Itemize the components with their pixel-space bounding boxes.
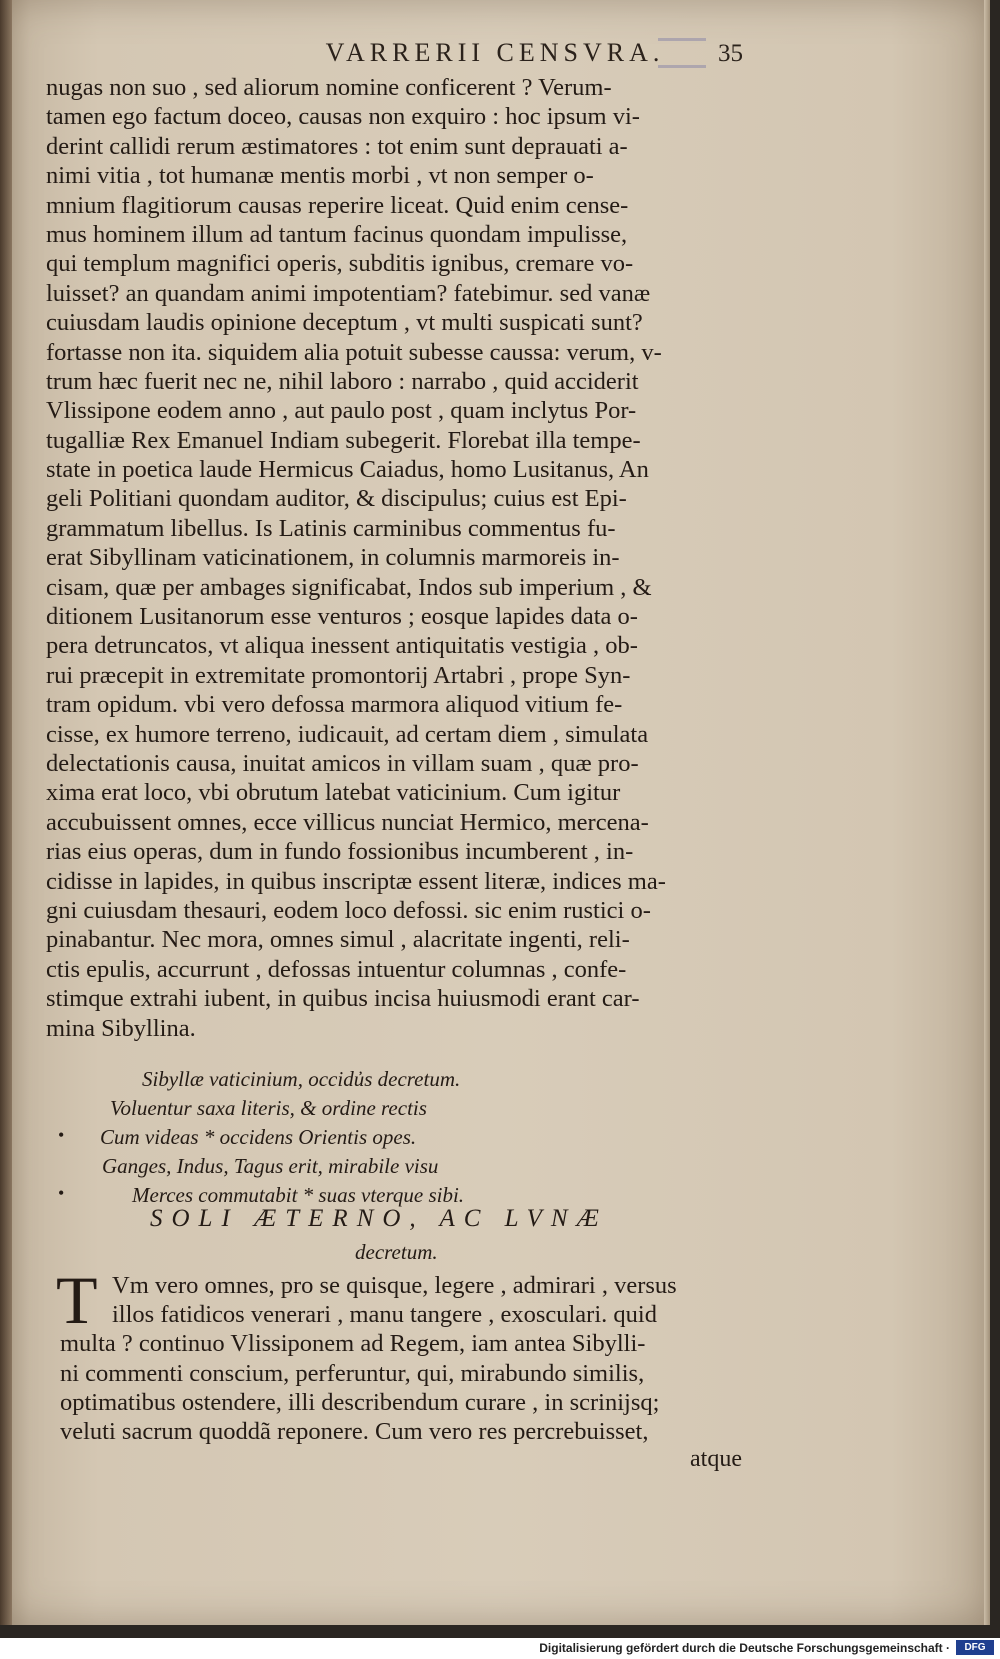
text-line: geli Politiani quondam auditor, & discipulus; cuius est Epi- [46,485,627,513]
text-line: erat Sibyllinam vaticinationem, in columnis marmoreis in- [46,544,620,572]
body-paragraph-2 [60,1271,760,1446]
drop-cap: T [56,1262,98,1338]
text-line: gni cuiusdam thesauri, eodem loco defossi. sic enim rustici o- [46,896,651,924]
running-head: VARRERII CENSVRA. [325,38,665,67]
inscription-subheading: decretum. [355,1240,438,1264]
margin-mark: • [58,1183,65,1203]
text-line: qui templum magnifici operis, subditis ignibus, cremare vo- [46,250,634,278]
text-line: multa ? continuo Vlissiponem ad Regem, iam antea Sibylli- [60,1330,646,1358]
text-line: rias eius operas, dum in fundo fossionibus incumberent , in- [46,838,634,866]
verse-line: Cum videas * occidens Orientis opes. [100,1125,417,1149]
sibylline-verse [100,1065,740,1210]
funding-credit: Digitalisierung gefördert durch die Deutsche Forschungsgemeinschaft · [539,1641,950,1655]
text-line: fortasse non ita. siquidem alia potuit subesse caussa: verum, v- [46,338,662,366]
margin-mark: • [58,1125,65,1145]
page-edge [984,0,990,1625]
text-line: grammatum libellus. Is Latinis carminibus commentus fu- [46,514,616,542]
text-line: tamen ego factum doceo, causas non exquiro : hoc ipsum vi- [46,103,640,131]
text-line: Vm vero omnes, pro se quisque, legere , admirari , versus [112,1272,677,1299]
verse-line: Voluentur saxa literis, & ordine rectis [110,1096,427,1120]
body-paragraph [46,73,758,1043]
text-line: mnium flagitiorum causas reperire liceat. Quid enim cense- [46,191,629,219]
text-line: tugalliæ Rex Emanuel Indiam subegerit. Florebat illa tempe- [46,426,641,454]
text-line: cuiusdam laudis opinione deceptum , vt multi suspicati sunt? [46,309,643,337]
text-line: optimatibus ostendere, illi describendum curare , in scrinijsq; [60,1388,660,1416]
inscription-heading: SOLI ÆTERNO, AC LVNÆ [150,1205,608,1232]
text-line: cisam, quæ per ambages significabat, Indos sub imperium , & [46,573,652,601]
text-line: nugas non suo , sed aliorum nomine conficerent ? Verum- [46,74,612,101]
text-line: luisset? an quandam animi impotentiam? fatebimur. sed vanæ [46,279,651,307]
text-line: ni commenti conscium, perferuntur, qui, mirabundo similis, [60,1359,645,1387]
text-line: cidisse in lapides, in quibus inscriptæ essent literæ, indices ma- [46,867,666,895]
text-line: mus hominem illum ad tantum facinus quondam impulisse, [46,220,628,248]
verse-line: Ganges, Indus, Tagus erit, mirabile visu [102,1154,439,1178]
text-line: rui præcepit in extremitate promontorij Artabri , prope Syn- [46,661,631,689]
dfg-logo-icon: DFG [956,1640,994,1655]
text-line: derint callidi rerum æstimatores : tot enim sunt deprauati a- [46,132,628,160]
text-line: ditionem Lusitanorum esse venturos ; eosque lapides data o- [46,603,638,631]
text-line: stimque extrahi iubent, in quibus incisa huiusmodi erant car- [46,985,640,1013]
text-line: trum hæc fuerit nec ne, nihil laboro : narrabo , quid acciderit [46,367,639,395]
page-number: 35 [718,40,743,67]
text-line: mina Sibyllina. [46,1014,196,1042]
text-line: ctis epulis, accurrunt , defossas intuentur columnas , confe- [46,955,627,983]
text-line: cisse, ex humore terreno, iudicauit, ad certam diem , simulata [46,720,649,748]
text-line: pinabantur. Nec mora, omnes simul , alacritate ingenti, reli- [46,926,630,954]
verse-line: Sibyllæ vaticinium, occidu̓s decretum. [142,1067,461,1091]
text-line: illos fatidicos venerari , manu tangere , exosculari. quid [112,1301,657,1329]
text-line: state in poetica laude Hermicus Caiadus, homo Lusitanus, An [46,456,649,484]
book-spine-shadow [0,0,12,1625]
text-line: delectationis causa, inuitat amicos in villam suam , quæ pro- [46,749,639,777]
text-line: veluti sacrum quoddã reponere. Cum vero res percrebuisset, [60,1417,649,1445]
text-line: nimi vitia , tot humanæ mentis morbi , vt non semper o- [46,162,594,190]
text-line: pera detruncatos, vt aliqua inessent antiquitatis vestigia , ob- [46,632,638,660]
text-line: Vlissipone eodem anno , aut paulo post , quam inclytus Por- [46,397,637,425]
text-line: xima erat loco, vbi obrutum latebat vaticinium. Cum igitur [46,779,621,807]
text-line: tram opidum. vbi vero defossa marmora aliquod vitium fe- [46,691,623,719]
catchword: atque [690,1446,742,1472]
shelfmark-stamp [658,38,706,68]
text-line: accubuissent omnes, ecce villicus nunciat Hermico, mercena- [46,808,649,836]
verse-line: Merces commutabit * suas vterque sibi. [132,1183,465,1207]
